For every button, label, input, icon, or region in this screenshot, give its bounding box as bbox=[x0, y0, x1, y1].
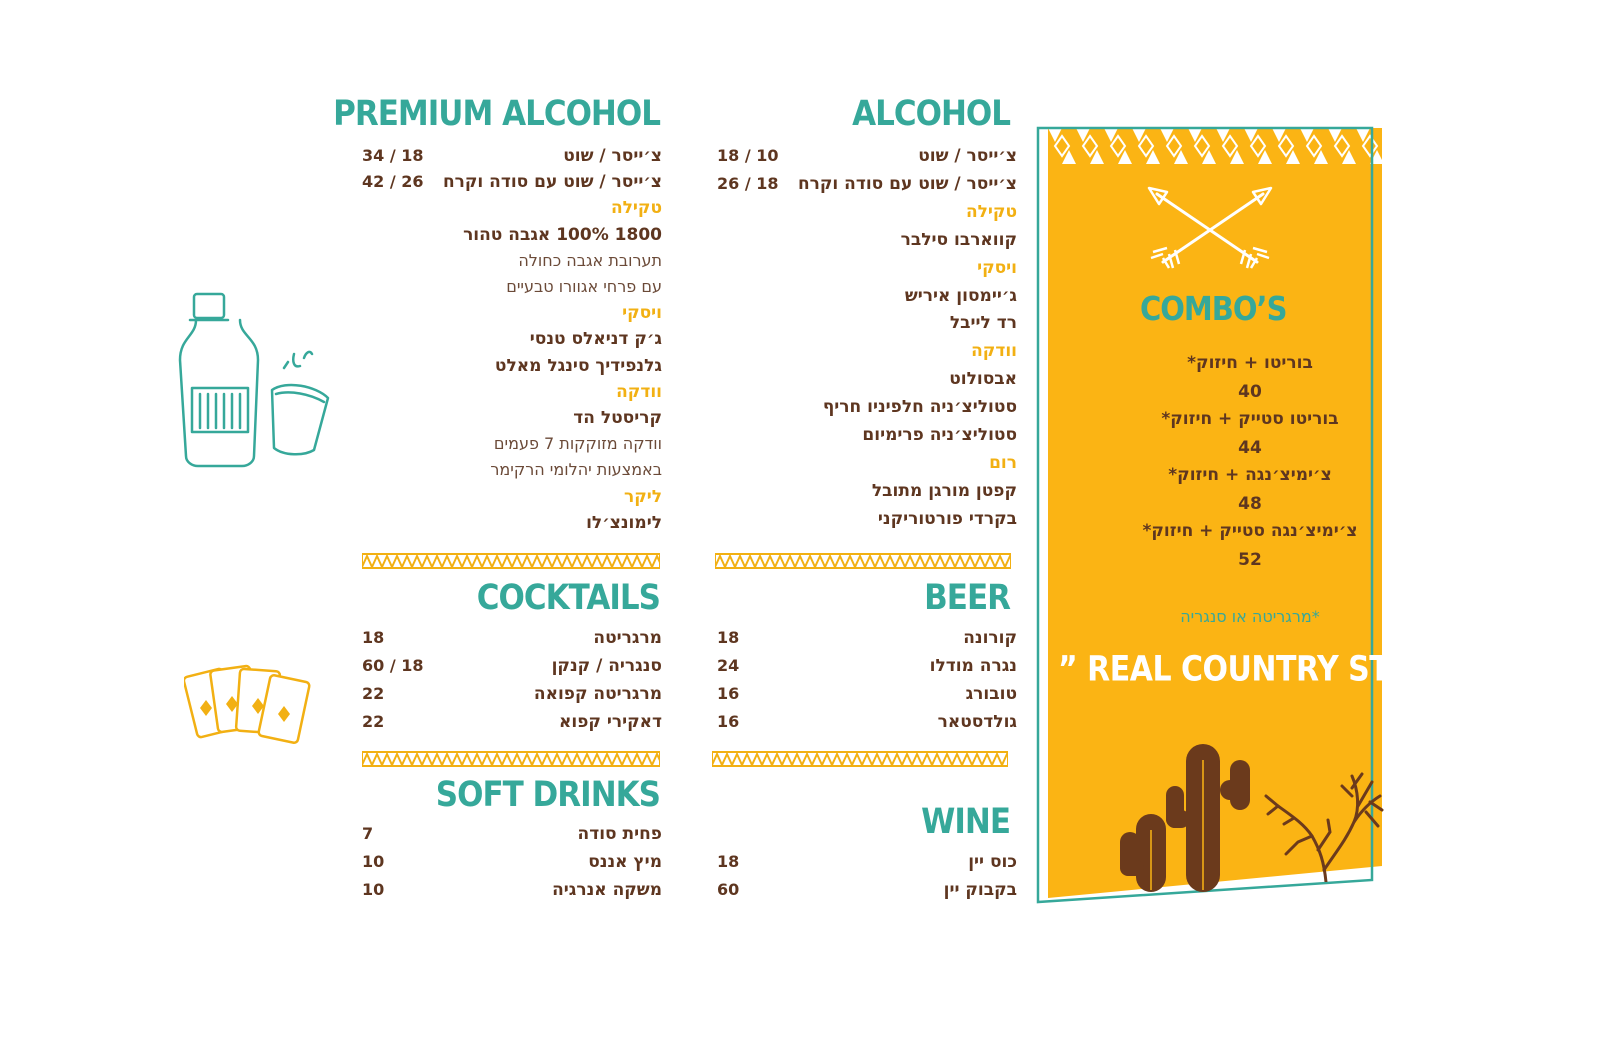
combo-item-price: 52 bbox=[1238, 550, 1262, 570]
soft-drinks-heading: SOFT DRINKS bbox=[435, 774, 660, 815]
menu-item-name: כוס יין bbox=[968, 852, 1017, 872]
bare-tree-icon bbox=[1258, 766, 1384, 882]
menu-item bbox=[717, 880, 1017, 904]
bottle-and-shot-icon bbox=[176, 290, 336, 470]
menu-item-name: צ׳ייסר / שוט bbox=[918, 146, 1017, 166]
alcohol-list bbox=[717, 146, 1017, 529]
menu-item-name: מרגריטה קפואה bbox=[533, 684, 662, 704]
menu-item-price: 22 bbox=[362, 712, 385, 731]
menu-item-name: קפטן מורגן מתובל bbox=[871, 480, 1017, 501]
playing-cards-icon bbox=[184, 660, 324, 760]
menu-item-price: 24 bbox=[717, 656, 740, 675]
menu-item-name: ליקר bbox=[623, 486, 662, 507]
menu-item-name: אבסולוט bbox=[949, 369, 1017, 390]
beer-list bbox=[717, 628, 1017, 738]
menu-item bbox=[362, 146, 662, 170]
menu-subheading bbox=[362, 487, 662, 511]
menu-item bbox=[717, 425, 1017, 449]
menu-item bbox=[717, 397, 1017, 421]
menu-item bbox=[717, 684, 1017, 708]
menu-item-name: מיץ אננס bbox=[588, 852, 662, 872]
menu-item-name: פחית סודה bbox=[577, 824, 662, 844]
menu-item bbox=[362, 513, 662, 537]
menu-item bbox=[362, 329, 662, 353]
menu-item-price: 26 / 18 bbox=[717, 173, 779, 193]
menu-item-price: 34 / 18 bbox=[362, 146, 424, 165]
menu-item bbox=[362, 712, 662, 736]
menu-item-price: 16 bbox=[717, 684, 740, 703]
menu-item-price: 18 bbox=[362, 628, 385, 647]
menu-item-name: גלנפידיך סינגל מאלט bbox=[494, 355, 662, 376]
menu-item-name: ג׳יימסון איריש bbox=[904, 285, 1017, 306]
menu-item-name: 1800 100% אגבה טהור bbox=[463, 224, 662, 245]
menu-item-name: לימונצ׳לו bbox=[586, 512, 662, 533]
menu-item-price: 7 bbox=[362, 824, 374, 843]
combo-item-price: 40 bbox=[1238, 382, 1262, 402]
zigzag-divider bbox=[362, 751, 660, 767]
menu-item-price: 18 bbox=[717, 628, 740, 647]
menu-item bbox=[362, 356, 662, 380]
menu-item bbox=[362, 172, 662, 196]
menu-item-name: טובורג bbox=[965, 684, 1017, 704]
menu-item-name: וודקה מזוקקות 7 פעמים bbox=[493, 434, 662, 454]
menu-item bbox=[717, 313, 1017, 337]
menu-subheading bbox=[362, 198, 662, 222]
menu-subheading bbox=[362, 382, 662, 406]
menu-item-name: בקבוק יין bbox=[943, 880, 1017, 900]
menu-item-name: צ׳ייסר / שוט עם סודה וקרח bbox=[442, 172, 662, 193]
menu-subheading bbox=[717, 258, 1017, 282]
combo-footnote: *מרגריטה או סנגריה bbox=[1180, 607, 1320, 626]
menu-item-name: סטוליצ׳ניה חלפיניו חריף bbox=[822, 397, 1017, 418]
combo-item-name: צ׳ימיצ׳נגה סטייק + חיזוק* bbox=[1142, 521, 1358, 541]
menu-item-name: רד לייבל bbox=[949, 313, 1017, 334]
menu-item bbox=[362, 852, 662, 876]
menu-item bbox=[362, 408, 662, 432]
menu-item-name: טקילה bbox=[965, 201, 1017, 222]
menu-item-name: ויסקי bbox=[977, 257, 1017, 278]
menu-item bbox=[362, 656, 662, 680]
menu-item-name: גולדסטאר bbox=[937, 712, 1017, 732]
menu-item-name: מרגריטה bbox=[593, 628, 662, 648]
menu-item-name: וודקה bbox=[971, 341, 1017, 362]
menu-item-name: טקילה bbox=[610, 198, 662, 219]
menu-item-name: תערובת אגבה כחולה bbox=[518, 250, 662, 270]
menu-item-name: ויסקי bbox=[622, 303, 662, 324]
menu-item-price: 16 bbox=[717, 712, 740, 731]
cocktails-list bbox=[362, 628, 662, 738]
menu-item bbox=[717, 712, 1017, 736]
menu-item bbox=[362, 824, 662, 848]
menu-item bbox=[362, 251, 662, 275]
menu-item-price: 18 / 10 bbox=[717, 146, 779, 165]
menu-item-name: רום bbox=[989, 452, 1017, 473]
wine-heading: WINE bbox=[921, 801, 1010, 842]
menu-item-name: באמצעות יהלומי הרקימר bbox=[490, 460, 662, 480]
menu-item bbox=[362, 277, 662, 301]
crossed-arrows-icon bbox=[1145, 186, 1275, 272]
menu-item bbox=[717, 146, 1017, 170]
menu-item bbox=[362, 880, 662, 904]
menu-item-name: ג׳ק דניאלס טנסי bbox=[529, 329, 662, 350]
menu-item-name: סטוליצ׳ניה פרימיום bbox=[862, 425, 1017, 445]
combo-item-name: בוריטו + חיזוק* bbox=[1187, 353, 1313, 373]
menu-item-name: קריסטל הד bbox=[573, 408, 662, 428]
menu-item bbox=[717, 174, 1017, 198]
menu-subheading bbox=[717, 341, 1017, 365]
combo-item-name: צ׳ימיצ׳נגה + חיזוק* bbox=[1168, 465, 1332, 485]
menu-item-name: עם פרחי אגוורו טבעיים bbox=[506, 277, 662, 296]
menu-item bbox=[717, 481, 1017, 505]
menu-item-name: צ׳ייסר / שוט עם סודה וקרח bbox=[797, 173, 1017, 194]
menu-item-price: 60 bbox=[717, 880, 740, 899]
menu-item-name: וודקה bbox=[616, 381, 662, 402]
cocktails-heading: COCKTAILS bbox=[476, 577, 660, 618]
premium-alcohol-list bbox=[362, 146, 662, 546]
combo-item-price: 44 bbox=[1238, 438, 1262, 458]
combos-heading: COMBO’S bbox=[1140, 289, 1287, 329]
menu-subheading bbox=[717, 202, 1017, 226]
menu-item bbox=[717, 656, 1017, 680]
menu-item bbox=[362, 684, 662, 708]
menu-item bbox=[362, 225, 662, 249]
zigzag-divider bbox=[362, 553, 660, 569]
slogan: ” REAL COUNTRY STYLE “ bbox=[1058, 649, 1479, 690]
menu-item-price: 42 / 26 bbox=[362, 172, 424, 192]
menu-item bbox=[717, 230, 1017, 254]
menu-subheading bbox=[717, 453, 1017, 477]
menu-item-name: בקרדי פורטוריקני bbox=[877, 508, 1017, 529]
combo-item-name: בוריטו סטייק + חיזוק* bbox=[1161, 409, 1339, 429]
menu-item-name: נגרה מודלו bbox=[929, 656, 1017, 676]
beer-heading: BEER bbox=[924, 577, 1010, 618]
menu-item bbox=[717, 628, 1017, 652]
menu-item bbox=[362, 460, 662, 484]
menu-item bbox=[717, 509, 1017, 533]
menu-subheading bbox=[362, 303, 662, 327]
zigzag-divider bbox=[712, 751, 1008, 767]
menu-item bbox=[362, 628, 662, 652]
menu-item-name: דאקירי קפוא bbox=[559, 712, 662, 732]
soft-drinks-list bbox=[362, 824, 662, 908]
menu-item-price: 10 bbox=[362, 852, 385, 871]
menu-item-name: קורונה bbox=[963, 628, 1017, 648]
zigzag-divider bbox=[715, 553, 1011, 569]
menu-item bbox=[717, 286, 1017, 310]
cactus-icon bbox=[1116, 740, 1256, 892]
wine-list bbox=[717, 852, 1017, 908]
menu-item-price: 18 bbox=[717, 852, 740, 871]
menu-item bbox=[362, 434, 662, 458]
alcohol-heading: ALCOHOL bbox=[852, 93, 1010, 134]
menu-item-price: 10 bbox=[362, 880, 385, 899]
menu-item-price: 60 / 18 bbox=[362, 656, 424, 675]
menu-item-name: צ׳ייסר / שוט bbox=[563, 146, 662, 166]
menu-item bbox=[717, 852, 1017, 876]
menu-item-name: סנגריה / קנקן bbox=[551, 656, 662, 676]
menu-item-name: משקה אנרגיה bbox=[552, 880, 662, 900]
premium-alcohol-heading: PREMIUM ALCOHOL bbox=[333, 93, 660, 134]
menu-item-name: קווארבו סילבר bbox=[900, 229, 1017, 250]
menu-item-price: 22 bbox=[362, 684, 385, 703]
menu-item bbox=[717, 369, 1017, 393]
combo-item-price: 48 bbox=[1238, 494, 1262, 514]
